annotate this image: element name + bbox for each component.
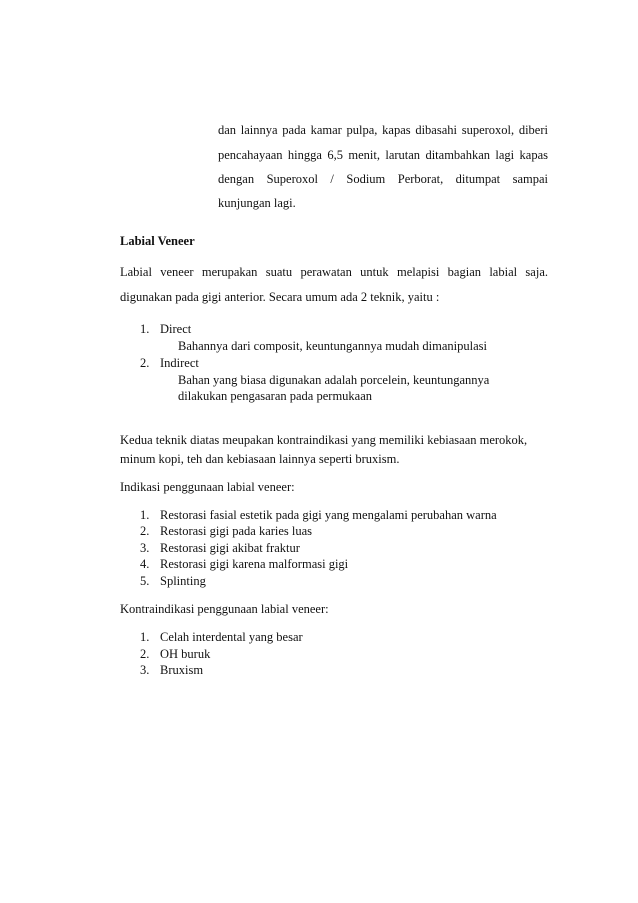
- contraindication-item: Celah interdental yang besar: [160, 630, 303, 644]
- intro-line-2: digunakan pada gigi anterior. Secara umum ada 2 teknik, yaitu :: [120, 290, 440, 304]
- technique-description: Bahan yang biasa digunakan adalah porcelein, keuntungannya: [178, 373, 490, 387]
- contraindication-number: 2.: [140, 647, 150, 661]
- continuation-line-3: dengan Superoxol / Sodium Perborat, ditumpat sampai: [218, 172, 548, 186]
- indication-item: Restorasi gigi karena malformasi gigi: [160, 557, 349, 571]
- continuation-line-1: dan lainnya pada kamar pulpa, kapas dibasahi superoxol, diberi: [218, 123, 548, 137]
- indication-number: 3.: [140, 541, 150, 555]
- indication-item: Splinting: [160, 574, 206, 588]
- indication-item: Restorasi gigi akibat fraktur: [160, 541, 300, 555]
- indication-number: 4.: [140, 557, 150, 571]
- indication-item: Restorasi gigi pada karies luas: [160, 524, 313, 538]
- intro-line-1: Labial veneer merupakan suatu perawatan untuk melapisi bagian labial saja.: [120, 265, 548, 279]
- contra-note-line-1: Kedua teknik diatas meupakan kontraindikasi yang memiliki kebiasaan merokok,: [120, 433, 528, 447]
- indication-number: 2.: [140, 524, 150, 538]
- continuation-line-2: pencahayaan hingga 6,5 menit, larutan ditambahkan lagi kapas: [218, 148, 548, 162]
- technique-number: 1.: [140, 322, 150, 336]
- technique-description: dilakukan pengasaran pada permukaan: [178, 389, 373, 403]
- contraindication-number: 1.: [140, 630, 150, 644]
- continuation-line-4: kunjungan lagi.: [218, 196, 296, 210]
- contra-note-line-2: minum kopi, teh dan kebiasaan lainnya seperti bruxism.: [120, 452, 400, 466]
- technique-description: Bahannya dari composit, keuntungannya mudah dimanipulasi: [178, 339, 487, 353]
- contraindication-number: 3.: [140, 663, 150, 677]
- indication-item: Restorasi fasial estetik pada gigi yang mengalami perubahan warna: [160, 508, 497, 522]
- indications-label: Indikasi penggunaan labial veneer:: [120, 480, 295, 494]
- indication-number: 5.: [140, 574, 150, 588]
- technique-name: Indirect: [160, 356, 199, 370]
- indication-number: 1.: [140, 508, 150, 522]
- contraindications-label: Kontraindikasi penggunaan labial veneer:: [120, 602, 329, 616]
- technique-name: Direct: [160, 322, 192, 336]
- section-heading: Labial Veneer: [120, 234, 195, 248]
- technique-number: 2.: [140, 356, 150, 370]
- contraindication-item: OH buruk: [160, 647, 211, 661]
- contraindication-item: Bruxism: [160, 663, 204, 677]
